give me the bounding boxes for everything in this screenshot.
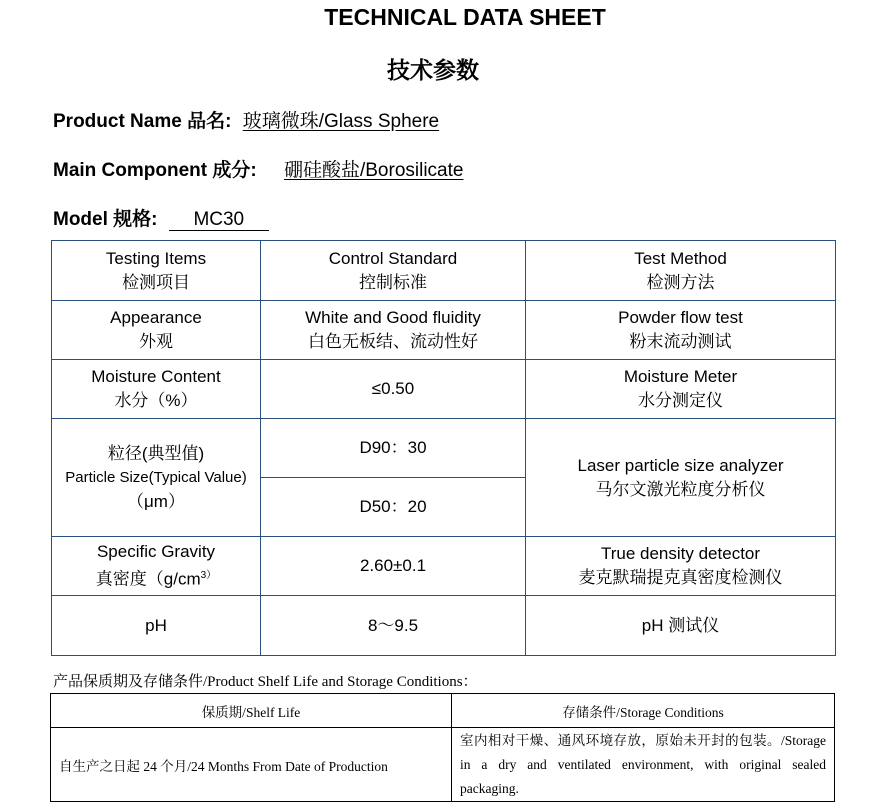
header-control-standard [261, 241, 526, 301]
header-test-method-cn: 检测方法 [646, 272, 715, 292]
appearance-method [526, 301, 836, 360]
gravity-item-cn [52, 564, 260, 592]
ph-standard: 8～9.5 [261, 596, 526, 656]
shelf-life-table [50, 693, 835, 802]
appearance-item-cn: 外观 [139, 332, 173, 351]
product-name-value: 玻璃微珠/Glass Sphere [242, 111, 440, 132]
particle-d90: D90：30 [261, 419, 526, 478]
ph-method: pH 测试仪 [526, 596, 836, 656]
shelf-body-row [51, 728, 835, 802]
spec-table [51, 240, 836, 656]
document-subtitle: 技术参数 [387, 57, 479, 83]
spec-header-row [52, 241, 836, 301]
moisture-item [52, 360, 261, 419]
gravity-item-cn-text: 真密度（g/cm [95, 569, 201, 589]
row-gravity [52, 537, 836, 596]
main-component-label: Main Component 成分: [53, 160, 257, 181]
row-moisture [52, 360, 836, 419]
moisture-method-en: Moisture Meter [623, 367, 738, 386]
particle-method-en: Laser particle size analyzer [577, 455, 784, 475]
model-field [53, 204, 269, 231]
header-testing-items-en: Testing Items [105, 248, 207, 268]
appearance-method-cn: 粉末流动测试 [629, 332, 732, 351]
particle-item [52, 419, 261, 537]
gravity-method-cn: 麦克默瑞提克真密度检测仪 [578, 568, 783, 587]
model-value: MC30 [169, 210, 269, 231]
gravity-item-sup: 3） [200, 570, 217, 582]
ph-item: pH [52, 596, 261, 656]
moisture-standard: ≤0.50 [261, 360, 526, 419]
storage-conditions-value: 室内相对干燥、通风环境存放，原始未开封的包装。/Storage in a dry and ventilated environment, with original sealed packaging. [452, 728, 835, 802]
particle-item-cn: 粒径(典型值) [107, 443, 205, 463]
moisture-item-en: Moisture Content [91, 367, 221, 386]
particle-item-unit: （μm） [127, 491, 185, 511]
product-name-field [53, 106, 439, 133]
moisture-item-cn: 水分（%） [114, 391, 198, 410]
particle-method [526, 419, 836, 537]
appearance-item-en: Appearance [110, 308, 202, 327]
gravity-item [52, 537, 261, 596]
gravity-method-en: True density detector [600, 544, 761, 563]
header-control-standard-cn: 控制标准 [359, 272, 427, 292]
appearance-item [52, 301, 261, 360]
appearance-method-en: Powder flow test [618, 308, 743, 327]
gravity-standard: 2.60±0.1 [261, 537, 526, 596]
product-name-label: Product Name 品名: [53, 111, 232, 132]
appearance-standard-en: White and Good fluidity [305, 308, 481, 327]
shelf-life-header: 保质期/Shelf Life [51, 694, 452, 728]
header-testing-items-cn: 检测项目 [122, 272, 190, 292]
header-testing-items [52, 241, 261, 301]
row-appearance [52, 301, 836, 360]
particle-d50: D50：20 [261, 478, 526, 537]
model-label: Model 规格: [53, 209, 158, 230]
shelf-header-row [51, 694, 835, 728]
main-component-field [53, 155, 463, 182]
shelf-life-value: 自生产之日起 24 个月/24 Months From Date of Production [51, 728, 452, 802]
document-title: TECHNICAL DATA SHEET [324, 4, 606, 30]
gravity-method [526, 537, 836, 596]
particle-method-cn: 马尔文激光粒度分析仪 [595, 479, 766, 499]
appearance-standard-cn: 白色无板结、流动性好 [308, 332, 478, 351]
header-control-standard-en: Control Standard [328, 248, 458, 268]
header-test-method-en: Test Method [634, 248, 727, 268]
header-test-method [526, 241, 836, 301]
moisture-method-cn: 水分测定仪 [638, 391, 723, 410]
gravity-item-en: Specific Gravity [96, 542, 216, 562]
storage-heading: 产品保质期及存储条件/Product Shelf Life and Storage Conditions： [53, 674, 478, 690]
row-ph [52, 596, 836, 656]
particle-item-en: Particle Size(Typical Value) [65, 468, 247, 486]
main-component-value: 硼硅酸盐/Borosilicate [283, 160, 464, 181]
row-particle-d90 [52, 419, 836, 478]
moisture-method [526, 360, 836, 419]
appearance-standard [261, 301, 526, 360]
storage-conditions-header: 存储条件/Storage Conditions [452, 694, 835, 728]
